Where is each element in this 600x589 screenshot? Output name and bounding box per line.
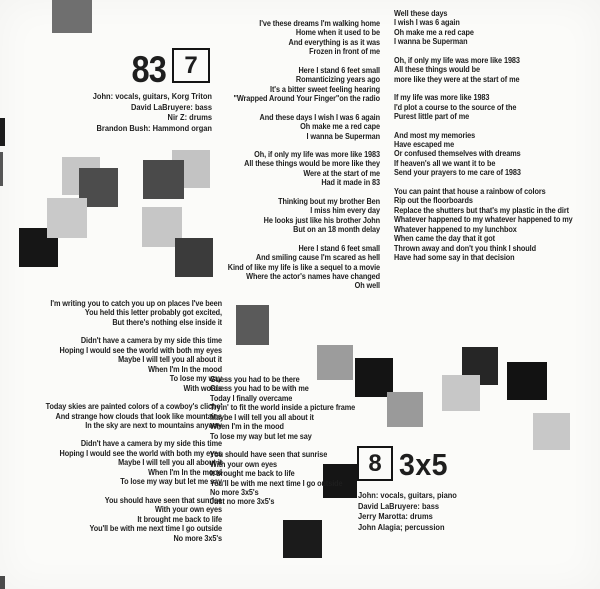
- lyric-line: "Wrapped Around Your Finger"on the radio: [233, 93, 380, 104]
- track-title-83: 83: [131, 49, 166, 90]
- stanza: [185, 244, 381, 291]
- lyrics-column-left: [22, 299, 222, 552]
- lyric-line: Hoping I would see the world with both my eyes: [59, 447, 222, 458]
- lyric-line: With your own eyes: [154, 504, 222, 515]
- credit-line: John Alagia; percussion: [358, 521, 445, 532]
- lyric-line: It brought me back to life: [137, 513, 222, 524]
- credit-line: David LaBruyere: bass: [358, 500, 440, 511]
- credit-line: Jerry Marotta: drums: [358, 511, 433, 522]
- decor-square: [0, 152, 3, 186]
- track-number-7: 7: [184, 51, 198, 79]
- lyric-line: Whatever happened to my whatever happened to my: [394, 214, 573, 225]
- lyric-line: Whatever happened to my lunchbox: [394, 223, 517, 234]
- lyric-line: Oh make me a red cape: [300, 121, 380, 132]
- decor-square: [236, 305, 269, 345]
- lyric-line: Oh, if only my life was more like 1983: [394, 54, 520, 65]
- lyric-line: But there's nothing else inside it: [112, 316, 222, 327]
- lyric-line: Or confused themselves with dreams: [394, 148, 521, 159]
- lyric-line: Romanticizing years ago: [295, 74, 380, 85]
- lyric-line: With words: [183, 382, 222, 393]
- lyric-line: Home when it used to be: [295, 27, 380, 38]
- lyric-line: Well these days: [394, 8, 448, 18]
- lyric-line: He looks just like his brother John: [263, 214, 380, 225]
- decor-square: [52, 0, 92, 33]
- lyric-line: I'm writing you to catch you up on places I've been: [50, 298, 223, 308]
- stanza: [210, 375, 397, 441]
- lyric-line: It brought me back to life: [210, 468, 295, 479]
- lyric-line: Had it made in 83: [321, 177, 380, 188]
- lyric-line: To lose my way but let me say: [210, 430, 312, 441]
- lyric-line: When came the day that it got: [394, 233, 496, 244]
- lyric-line: I'd plot a course to the source of the: [394, 101, 517, 112]
- lyric-line: I wanna be Superman: [306, 130, 380, 141]
- lyric-line: Maybe I will tell you all about it: [118, 457, 222, 468]
- lyric-line: You can paint that house a rainbow of colors: [394, 185, 546, 196]
- lyric-line: You should have seen that sunrise: [104, 494, 222, 505]
- lyric-line: Send your prayers to me care of 1983: [394, 167, 521, 178]
- track-title-3x5: 3x5: [399, 447, 448, 482]
- lyric-line: Tryin' to fit the world inside a picture frame: [210, 402, 356, 413]
- stanza: [394, 187, 594, 263]
- lyric-line: And everything is as it was: [288, 36, 380, 47]
- track-number-8: 8: [368, 449, 382, 477]
- lyric-line: To lose my way but let me say: [120, 476, 222, 487]
- stanza: [185, 197, 381, 235]
- lyric-line: Today I finally overcame: [210, 392, 293, 403]
- lyric-line: All these things would be more like they: [244, 158, 380, 169]
- lyric-line: Guess you had to be there: [210, 374, 300, 384]
- lyric-line: Thrown away and don't you think I should: [394, 242, 537, 253]
- lyric-line: When I'm In the mood: [148, 363, 222, 374]
- lyric-line: Frozen in front of me: [309, 46, 380, 57]
- stanza: [185, 19, 381, 57]
- lyric-line: If my life was more like 1983: [394, 92, 490, 103]
- lyric-line: I miss him every day: [310, 205, 380, 216]
- lyric-line: Have escaped me: [394, 138, 455, 149]
- lyric-line: Replace the shutters but that's my plastic in the dirt: [394, 204, 569, 215]
- lyric-line: If heaven's all we want it to be: [394, 157, 496, 168]
- lyric-line: Hoping I would see the world with both my eyes: [59, 344, 222, 355]
- lyric-line: Oh, if only my life was more like 1983: [254, 148, 380, 159]
- stanza: [394, 131, 594, 178]
- decor-square: [0, 576, 5, 589]
- lyric-line: Oh well: [354, 280, 380, 291]
- stanza: [185, 66, 381, 104]
- credit-line: John: vocals, guitars, Korg Triton: [92, 91, 212, 101]
- lyric-line: With your own eyes: [210, 458, 278, 469]
- lyric-line: I wish I was 6 again: [394, 17, 460, 28]
- lyric-line: Rip out the floorboards: [394, 195, 473, 206]
- stanza: [394, 93, 594, 121]
- lyric-line: Thinking bout my brother Ben: [278, 195, 380, 206]
- lyric-line: Oh make me a red cape: [394, 26, 474, 37]
- lyric-line: No more 3x5's: [210, 486, 259, 497]
- stanza: [22, 439, 222, 486]
- lyric-line: You'll be with me next time I go outside: [210, 477, 343, 488]
- lyric-line: You'll be with me next time I go outside: [89, 523, 222, 534]
- lyric-line: You should have seen that sunrise: [210, 449, 328, 460]
- lyric-line: Just no more 3x5's: [210, 496, 275, 507]
- lyric-line: And smiling cause I'm scared as hell: [255, 252, 380, 263]
- lyrics-column-middle-top: [185, 19, 381, 300]
- lyric-line: I wanna be Superman: [394, 36, 468, 47]
- stanza: [22, 402, 222, 430]
- lyric-line: Guess you had to be with me: [210, 383, 309, 394]
- lyric-line: And most my memories: [394, 129, 476, 140]
- lyric-line: But on an 18 month delay: [293, 224, 380, 235]
- lyric-line: Here I stand 6 feet small: [298, 242, 380, 253]
- lyric-line: Maybe I will tell you all about it: [118, 354, 222, 365]
- credit-line: Brandon Bush: Hammond organ: [96, 122, 212, 133]
- credit-line: Nir Z: drums: [167, 112, 212, 123]
- lyric-line: I've these dreams I'm walking home: [259, 18, 380, 28]
- track-number-box-8: [357, 446, 393, 481]
- lyrics-column-right: [394, 9, 594, 271]
- credit-line: John: vocals, guitars, piano: [358, 490, 457, 500]
- lyric-line: Kind of like my life is like a sequel to a movie: [227, 261, 380, 272]
- lyric-line: And these days I wish I was 6 again: [259, 111, 380, 122]
- lyric-line: Didn't have a camera by my side this time: [80, 335, 223, 346]
- decor-square: [283, 520, 322, 558]
- stanza: [185, 113, 381, 141]
- lyric-line: It's a bitter sweet feeling hearing: [270, 83, 380, 94]
- stanza: [185, 150, 381, 188]
- lyric-line: Were at the start of me: [303, 167, 380, 178]
- track-3x5-credits: [358, 490, 532, 532]
- lyric-line: Today skies are painted colors of a cowboy's cliche': [45, 401, 222, 412]
- lyric-line: Here I stand 6 feet small: [298, 64, 380, 75]
- decor-square: [0, 118, 5, 146]
- lyric-line: When I'm in the mood: [210, 421, 284, 432]
- decor-square: [442, 375, 480, 411]
- stanza: [22, 336, 222, 393]
- lyric-line: All these things would be: [394, 64, 480, 75]
- lyric-line: And strange how clouds that look like mountains: [55, 410, 223, 421]
- lyric-line: more like they were at the start of me: [394, 73, 520, 84]
- stanza: [394, 56, 594, 84]
- decor-square: [533, 413, 570, 450]
- lyric-line: You held this letter probably got excited,: [84, 307, 222, 318]
- decor-square: [507, 362, 547, 400]
- lyric-line: Maybe I will tell you all about it: [210, 411, 314, 422]
- decor-square: [143, 160, 184, 199]
- stanza: [22, 496, 222, 543]
- lyric-line: When I'm In the mood: [148, 466, 222, 477]
- lyric-line: Purest little part of me: [394, 111, 470, 122]
- decor-square: [47, 198, 87, 238]
- lyric-line: Where the actor's names have changed: [246, 270, 380, 281]
- lyric-line: In the sky are next to mountains anyway: [85, 419, 222, 430]
- stanza: [394, 9, 594, 47]
- credit-line: David LaBruyere: bass: [130, 101, 212, 112]
- lyric-line: Have had some say in that decision: [394, 251, 515, 262]
- stanza: [22, 299, 222, 327]
- lyric-line: To lose my way: [169, 373, 222, 384]
- lyric-line: Didn't have a camera by my side this time: [80, 438, 223, 449]
- lyric-line: No more 3x5's: [173, 532, 222, 543]
